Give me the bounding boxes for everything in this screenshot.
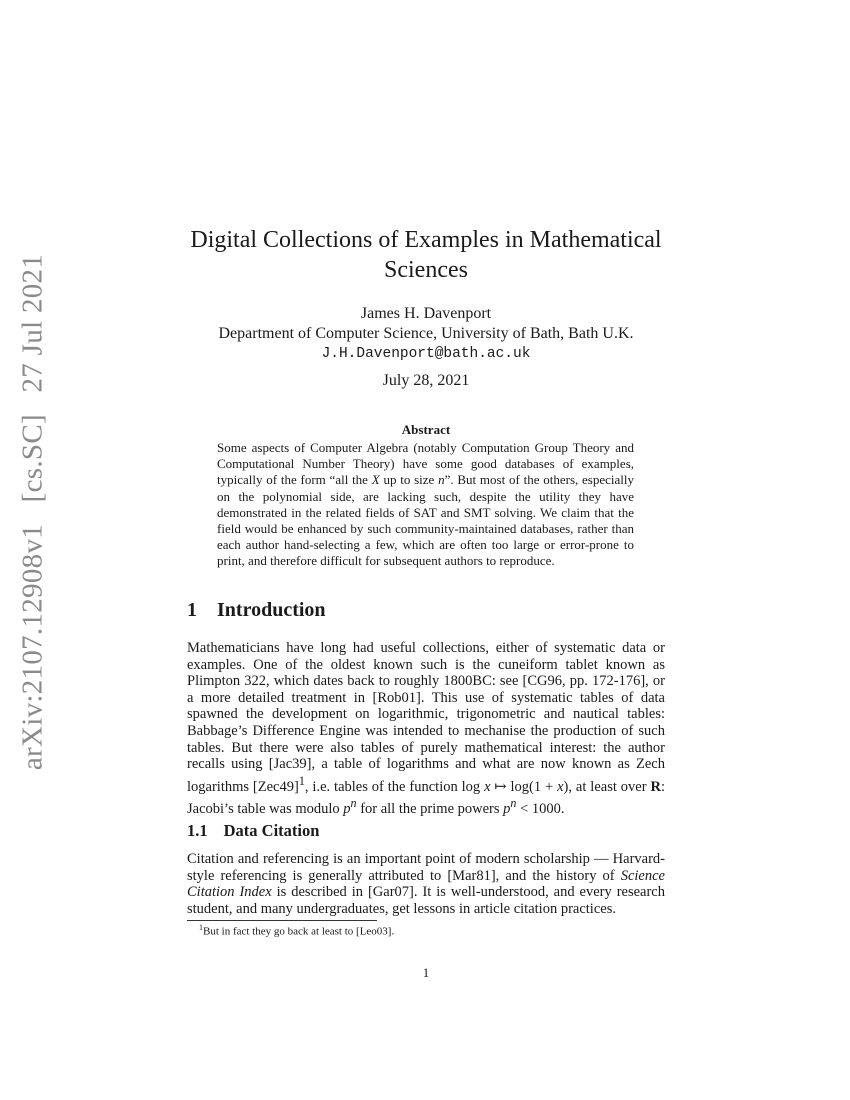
abstract-text [217, 440, 634, 570]
arxiv-id[interactable]: arXiv:2107.12908v1 [16, 523, 49, 771]
title-line-2: Sciences [384, 257, 468, 283]
para-part: ↦ log(1 + [490, 778, 558, 795]
paper-title [187, 225, 665, 285]
para-part: < 1000. [516, 801, 565, 817]
para-part: , i.e. tables of the function log [304, 778, 485, 795]
introduction-paragraph [187, 640, 665, 818]
footnote-mark: 1 [199, 923, 203, 932]
subsection-title: Data Citation [223, 821, 320, 840]
page-number: 1 [422, 965, 430, 980]
arxiv-category: [cs.SC] [16, 414, 49, 503]
footnote [199, 923, 394, 938]
arxiv-date: 27 Jul 2021 [16, 253, 49, 393]
subsection-heading-data-citation [187, 821, 319, 841]
section-title: Introduction [217, 599, 326, 621]
para-part: Citation and referencing is an important point of modern scholarship — Harvard-style referencing is generally attributed to [Mar81], and the history of [187, 851, 665, 884]
footnote-text: But in fact they go back at least to [Leo03]. [203, 925, 395, 938]
data-citation-paragraph [187, 851, 665, 917]
title-line-1: Digital Collections of Examples in Mathematical [190, 227, 662, 253]
math-var: X [371, 472, 380, 488]
abstract-part: Some aspects of Computer Algebra (notably Computation Group Theory and Computational Number Theory) have some good databases of examples, typically of the form “all the [217, 440, 634, 488]
abstract-part: ”. But most of the others, especially on the polynomial side, are lacking such, despite the utility they have demonstrated in the related fields of SAT and SMT solving. We claim that the field would be enhanced by such community-maintained databases, rather than each author hand-selecting a few, which are often too large or error-prone to print, and therefore difficult for subsequent authors to reproduce. [217, 472, 634, 569]
math-var: x [557, 778, 564, 795]
footnote-rule [187, 920, 377, 921]
para-part: ), at least over [563, 778, 651, 795]
footnote-marker[interactable]: 1 [298, 773, 305, 788]
math-var: p [343, 801, 351, 817]
abstract-heading: Abstract [401, 422, 451, 437]
para-part: : Jacobi’s table was modulo [187, 778, 665, 817]
paper-date: July 28, 2021 [382, 372, 470, 389]
math-var: n [510, 796, 517, 811]
author-block [167, 304, 685, 364]
section-number: 1 [187, 599, 197, 621]
para-part: for all the prime powers [356, 801, 504, 817]
italic-title: Science Citation Index [187, 867, 665, 901]
author-name: James H. Davenport [360, 305, 492, 322]
author-affiliation: Department of Computer Science, University of Bath, Bath U.K. [218, 325, 634, 342]
para-part: Mathematicians have long had useful collections, either of systematic data or examples. One of the oldest known such is the cuneiform tablet known as Plimpton 322, which dates back to roughly 1800BC: see [CG96, pp. 172-176], or a more detailed treatment in [Rob01]. This use of systematic tables of data spawned the development on logarithmic, trigonometric and nautical tables: Babbage’s Difference Engine was intended to mechanise the production of such tables. But there were also tables of purely mathematical interest: the author recalls using [Jac39], a table of logarithms and what are now known as Zech logarithms [Zec49] [187, 640, 665, 795]
math-var: n [438, 472, 445, 488]
section-heading-introduction [187, 599, 326, 622]
math-var: n [350, 796, 357, 811]
math-var: x [484, 778, 491, 795]
subsection-number: 1.1 [187, 821, 208, 840]
para-part: is described in [Gar07]. It is well-understood, and every research student, and many undergraduates, get lessons in article citation practices. [187, 884, 665, 917]
author-email[interactable]: J.H.Davenport@bath.ac.uk [321, 346, 531, 362]
abstract-part: up to size [379, 472, 439, 488]
math-reals: R [650, 778, 661, 795]
math-var: p [503, 801, 511, 817]
